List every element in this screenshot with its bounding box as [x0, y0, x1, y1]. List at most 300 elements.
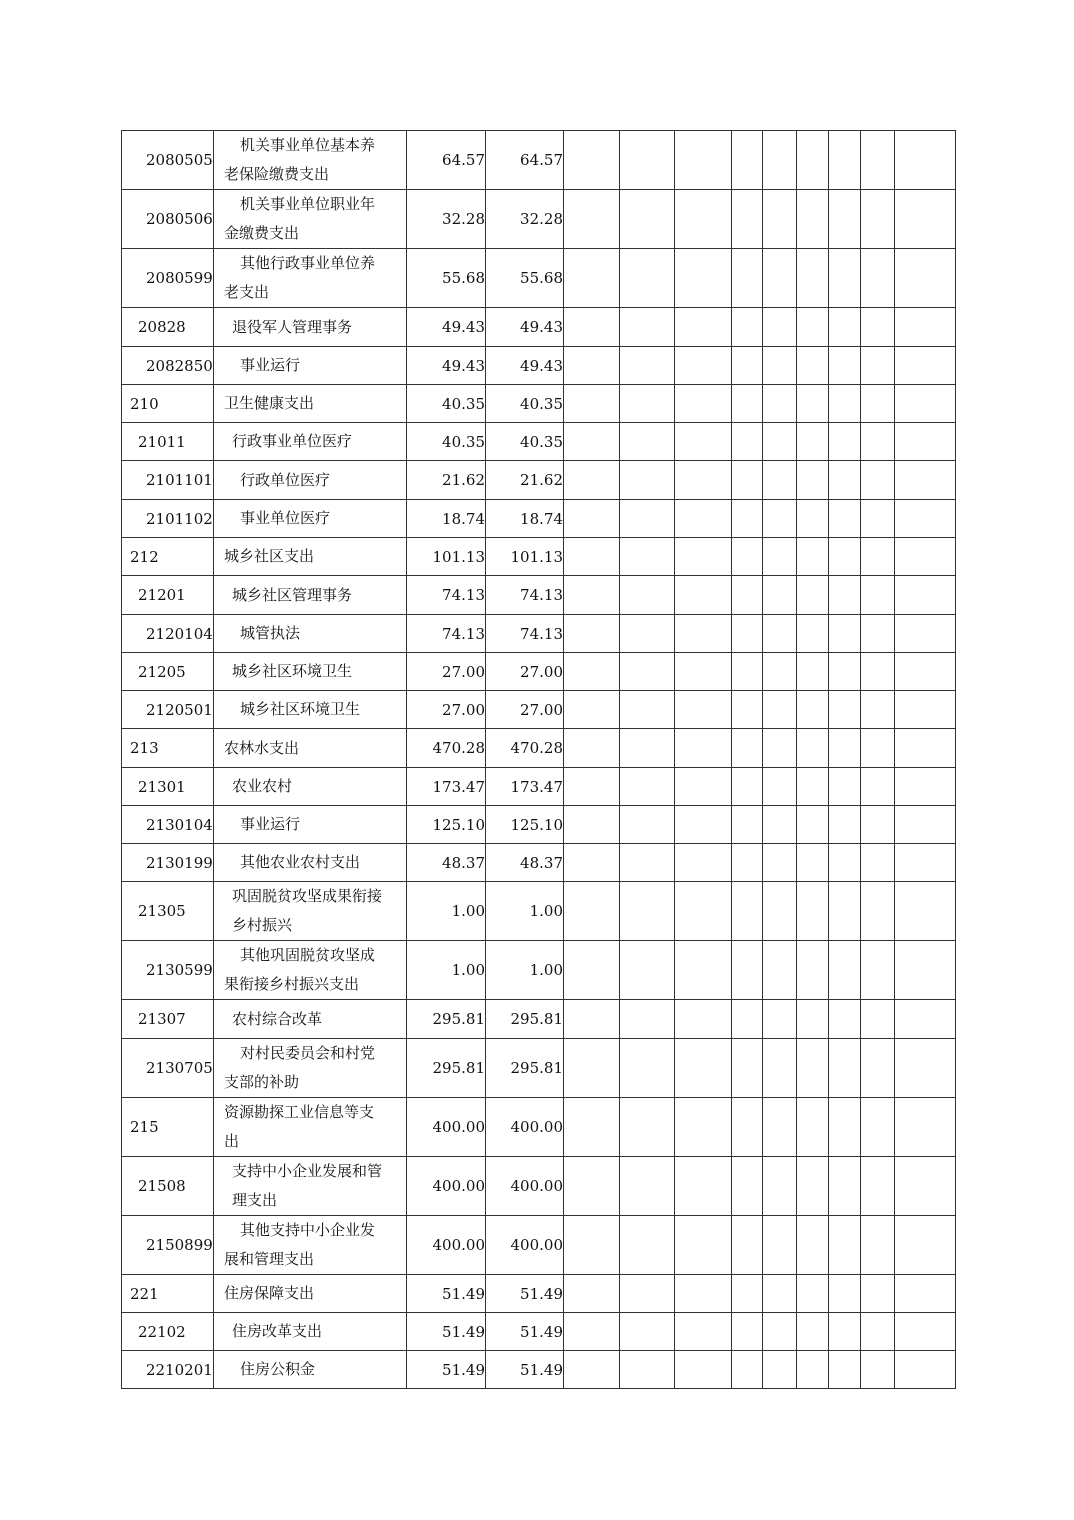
- empty-cell: [763, 653, 797, 691]
- total-amount-cell: 400.00: [407, 1157, 486, 1216]
- total-amount-cell: 40.35: [407, 385, 486, 423]
- empty-cell: [675, 615, 732, 653]
- empty-cell: [895, 190, 956, 249]
- general-budget-cell: 173.47: [486, 768, 564, 806]
- empty-cell: [895, 461, 956, 500]
- subject-name-cell: [214, 308, 407, 347]
- empty-cell: [732, 131, 763, 190]
- empty-cell: [829, 1039, 861, 1098]
- general-budget-cell: 51.49: [486, 1313, 564, 1351]
- empty-cell: [675, 538, 732, 576]
- empty-cell: [797, 653, 829, 691]
- empty-cell: [564, 576, 620, 615]
- empty-cell: [564, 190, 620, 249]
- empty-cell: [895, 385, 956, 423]
- general-budget-cell: 125.10: [486, 806, 564, 844]
- empty-cell: [763, 1157, 797, 1216]
- total-amount-cell: 55.68: [407, 249, 486, 308]
- empty-cell: [797, 308, 829, 347]
- subject-name-cell: [214, 653, 407, 691]
- empty-cell: [564, 615, 620, 653]
- empty-cell: [763, 461, 797, 500]
- subject-code-cell: 21205: [122, 653, 214, 691]
- empty-cell: [732, 347, 763, 385]
- empty-cell: [763, 347, 797, 385]
- empty-cell: [620, 1157, 675, 1216]
- subject-name-text: 卫生健康支出: [224, 394, 315, 412]
- empty-cell: [797, 729, 829, 768]
- subject-name-cell: [214, 1098, 407, 1157]
- table-row: [122, 768, 956, 806]
- empty-cell: [620, 941, 675, 1000]
- empty-cell: [620, 844, 675, 882]
- subject-code-cell: 2082850: [122, 347, 214, 385]
- empty-cell: [564, 461, 620, 500]
- empty-cell: [829, 1098, 861, 1157]
- general-budget-cell: 51.49: [486, 1351, 564, 1389]
- subject-name-line: 支持中小企业发展和管: [232, 1162, 383, 1180]
- empty-cell: [895, 500, 956, 538]
- subject-name-line: 其他行政事业单位养: [240, 254, 376, 272]
- empty-cell: [763, 423, 797, 461]
- empty-cell: [675, 806, 732, 844]
- empty-cell: [732, 538, 763, 576]
- general-budget-cell: 1.00: [486, 941, 564, 1000]
- empty-cell: [675, 1157, 732, 1216]
- general-budget-cell: 27.00: [486, 653, 564, 691]
- table-row: [122, 729, 956, 768]
- empty-cell: [895, 615, 956, 653]
- general-budget-cell: 27.00: [486, 691, 564, 729]
- total-amount-cell: 64.57: [407, 131, 486, 190]
- empty-cell: [861, 1000, 895, 1039]
- empty-cell: [895, 653, 956, 691]
- subject-code-cell: 21201: [122, 576, 214, 615]
- empty-cell: [797, 347, 829, 385]
- empty-cell: [675, 190, 732, 249]
- subject-code-cell: 210: [122, 385, 214, 423]
- table-row: [122, 461, 956, 500]
- empty-cell: [620, 1216, 675, 1275]
- empty-cell: [564, 308, 620, 347]
- subject-name-line: 乡村振兴: [232, 916, 293, 934]
- general-budget-cell: 74.13: [486, 615, 564, 653]
- subject-name-cell: [214, 249, 407, 308]
- empty-cell: [829, 131, 861, 190]
- empty-cell: [732, 615, 763, 653]
- empty-cell: [763, 576, 797, 615]
- empty-cell: [797, 500, 829, 538]
- total-amount-cell: 49.43: [407, 308, 486, 347]
- total-amount-cell: 32.28: [407, 190, 486, 249]
- empty-cell: [620, 653, 675, 691]
- empty-cell: [620, 1000, 675, 1039]
- empty-cell: [564, 1000, 620, 1039]
- empty-cell: [564, 653, 620, 691]
- empty-cell: [620, 461, 675, 500]
- empty-cell: [675, 1216, 732, 1275]
- subject-name-cell: [214, 882, 407, 941]
- empty-cell: [564, 500, 620, 538]
- empty-cell: [797, 190, 829, 249]
- total-amount-cell: 470.28: [407, 729, 486, 768]
- empty-cell: [732, 1216, 763, 1275]
- empty-cell: [564, 1313, 620, 1351]
- subject-name-line: 其他支持中小企业发: [240, 1221, 376, 1239]
- empty-cell: [861, 385, 895, 423]
- total-amount-cell: 400.00: [407, 1098, 486, 1157]
- general-budget-cell: 101.13: [486, 538, 564, 576]
- empty-cell: [829, 190, 861, 249]
- empty-cell: [797, 615, 829, 653]
- subject-name-cell: [214, 941, 407, 1000]
- subject-name-cell: [214, 538, 407, 576]
- empty-cell: [675, 1000, 732, 1039]
- total-amount-cell: 51.49: [407, 1351, 486, 1389]
- empty-cell: [675, 308, 732, 347]
- empty-cell: [829, 1313, 861, 1351]
- empty-cell: [620, 249, 675, 308]
- table-row: [122, 806, 956, 844]
- subject-code-cell: 212: [122, 538, 214, 576]
- empty-cell: [675, 691, 732, 729]
- subject-name-cell: [214, 768, 407, 806]
- empty-cell: [797, 844, 829, 882]
- empty-cell: [675, 1351, 732, 1389]
- table-row: [122, 1275, 956, 1313]
- empty-cell: [732, 249, 763, 308]
- table-row: [122, 1216, 956, 1275]
- total-amount-cell: 400.00: [407, 1216, 486, 1275]
- total-amount-cell: 18.74: [407, 500, 486, 538]
- table-row: [122, 1351, 956, 1389]
- table-row: [122, 882, 956, 941]
- empty-cell: [732, 1313, 763, 1351]
- empty-cell: [861, 347, 895, 385]
- empty-cell: [675, 882, 732, 941]
- empty-cell: [829, 1275, 861, 1313]
- total-amount-cell: 125.10: [407, 806, 486, 844]
- subject-name-line: 对村民委员会和村党: [240, 1044, 376, 1062]
- subject-name-cell: [214, 1216, 407, 1275]
- table-row: [122, 844, 956, 882]
- empty-cell: [797, 882, 829, 941]
- empty-cell: [895, 1157, 956, 1216]
- empty-cell: [829, 729, 861, 768]
- empty-cell: [732, 190, 763, 249]
- empty-cell: [861, 500, 895, 538]
- empty-cell: [620, 308, 675, 347]
- total-amount-cell: 1.00: [407, 941, 486, 1000]
- empty-cell: [564, 1216, 620, 1275]
- empty-cell: [797, 385, 829, 423]
- empty-cell: [895, 308, 956, 347]
- empty-cell: [829, 1157, 861, 1216]
- table-row: [122, 538, 956, 576]
- empty-cell: [797, 1000, 829, 1039]
- empty-cell: [564, 423, 620, 461]
- empty-cell: [620, 576, 675, 615]
- subject-code-cell: 213: [122, 729, 214, 768]
- total-amount-cell: 27.00: [407, 653, 486, 691]
- empty-cell: [861, 1351, 895, 1389]
- empty-cell: [829, 768, 861, 806]
- table-row: [122, 691, 956, 729]
- empty-cell: [861, 1313, 895, 1351]
- empty-cell: [861, 461, 895, 500]
- general-budget-cell: 48.37: [486, 844, 564, 882]
- subject-name-cell: [214, 1275, 407, 1313]
- general-budget-cell: 21.62: [486, 461, 564, 500]
- empty-cell: [797, 1039, 829, 1098]
- subject-code-cell: 21011: [122, 423, 214, 461]
- subject-name-cell: [214, 615, 407, 653]
- empty-cell: [797, 1216, 829, 1275]
- empty-cell: [797, 423, 829, 461]
- empty-cell: [797, 576, 829, 615]
- subject-code-cell: 221: [122, 1275, 214, 1313]
- empty-cell: [620, 729, 675, 768]
- empty-cell: [732, 882, 763, 941]
- empty-cell: [861, 576, 895, 615]
- empty-cell: [797, 941, 829, 1000]
- empty-cell: [620, 538, 675, 576]
- total-amount-cell: 51.49: [407, 1275, 486, 1313]
- subject-code-cell: 2080599: [122, 249, 214, 308]
- empty-cell: [732, 423, 763, 461]
- empty-cell: [895, 423, 956, 461]
- subject-name-cell: [214, 347, 407, 385]
- general-budget-cell: 49.43: [486, 308, 564, 347]
- empty-cell: [763, 500, 797, 538]
- empty-cell: [675, 347, 732, 385]
- empty-cell: [895, 1351, 956, 1389]
- subject-name-text: 退役军人管理事务: [232, 317, 353, 336]
- subject-code-cell: 2150899: [122, 1216, 214, 1275]
- empty-cell: [564, 941, 620, 1000]
- empty-cell: [675, 249, 732, 308]
- empty-cell: [797, 691, 829, 729]
- empty-cell: [763, 385, 797, 423]
- empty-cell: [861, 941, 895, 1000]
- empty-cell: [797, 1313, 829, 1351]
- empty-cell: [895, 941, 956, 1000]
- subject-name-text: 农村综合改革: [232, 1009, 323, 1028]
- subject-name-cell: [214, 806, 407, 844]
- empty-cell: [732, 941, 763, 1000]
- subject-code-cell: 22102: [122, 1313, 214, 1351]
- empty-cell: [732, 1000, 763, 1039]
- empty-cell: [829, 385, 861, 423]
- empty-cell: [797, 806, 829, 844]
- empty-cell: [861, 1216, 895, 1275]
- empty-cell: [861, 308, 895, 347]
- empty-cell: [763, 941, 797, 1000]
- empty-cell: [861, 729, 895, 768]
- empty-cell: [861, 653, 895, 691]
- subject-code-cell: 2120501: [122, 691, 214, 729]
- empty-cell: [797, 249, 829, 308]
- empty-cell: [620, 385, 675, 423]
- empty-cell: [895, 882, 956, 941]
- general-budget-cell: 1.00: [486, 882, 564, 941]
- empty-cell: [861, 538, 895, 576]
- empty-cell: [564, 844, 620, 882]
- empty-cell: [675, 500, 732, 538]
- empty-cell: [732, 1157, 763, 1216]
- general-budget-cell: 295.81: [486, 1039, 564, 1098]
- empty-cell: [895, 1098, 956, 1157]
- empty-cell: [797, 1275, 829, 1313]
- empty-cell: [675, 423, 732, 461]
- empty-cell: [564, 729, 620, 768]
- empty-cell: [620, 190, 675, 249]
- total-amount-cell: 101.13: [407, 538, 486, 576]
- table-row: [122, 615, 956, 653]
- subject-name-cell: [214, 844, 407, 882]
- empty-cell: [861, 1157, 895, 1216]
- empty-cell: [732, 1098, 763, 1157]
- empty-cell: [895, 249, 956, 308]
- empty-cell: [895, 1275, 956, 1313]
- empty-cell: [732, 576, 763, 615]
- empty-cell: [732, 1351, 763, 1389]
- table-row: [122, 308, 956, 347]
- subject-name-line: 机关事业单位基本养: [240, 136, 376, 154]
- empty-cell: [763, 806, 797, 844]
- empty-cell: [732, 500, 763, 538]
- subject-name-cell: [214, 190, 407, 249]
- empty-cell: [564, 249, 620, 308]
- subject-name-cell: [214, 691, 407, 729]
- subject-name-text: 事业运行: [240, 815, 301, 833]
- total-amount-cell: 49.43: [407, 347, 486, 385]
- table-row: [122, 131, 956, 190]
- empty-cell: [861, 615, 895, 653]
- subject-name-text: 城乡社区管理事务: [232, 585, 353, 604]
- table-row: [122, 653, 956, 691]
- empty-cell: [675, 385, 732, 423]
- total-amount-cell: 74.13: [407, 615, 486, 653]
- subject-name-line: 资源勘探工业信息等支: [224, 1103, 375, 1121]
- total-amount-cell: 173.47: [407, 768, 486, 806]
- empty-cell: [861, 806, 895, 844]
- empty-cell: [675, 653, 732, 691]
- subject-name-line: 老保险缴费支出: [224, 165, 330, 183]
- total-amount-cell: 295.81: [407, 1000, 486, 1039]
- empty-cell: [763, 882, 797, 941]
- table-row: [122, 385, 956, 423]
- empty-cell: [763, 615, 797, 653]
- total-amount-cell: 27.00: [407, 691, 486, 729]
- empty-cell: [829, 806, 861, 844]
- empty-cell: [895, 844, 956, 882]
- general-budget-cell: 400.00: [486, 1157, 564, 1216]
- empty-cell: [732, 806, 763, 844]
- empty-cell: [564, 385, 620, 423]
- subject-name-text: 其他农业农村支出: [240, 853, 361, 871]
- subject-name-text: 住房保障支出: [224, 1284, 315, 1302]
- general-budget-cell: 32.28: [486, 190, 564, 249]
- empty-cell: [861, 1098, 895, 1157]
- empty-cell: [861, 423, 895, 461]
- empty-cell: [829, 941, 861, 1000]
- subject-code-cell: 2130104: [122, 806, 214, 844]
- empty-cell: [895, 806, 956, 844]
- subject-code-cell: 20828: [122, 308, 214, 347]
- total-amount-cell: 51.49: [407, 1313, 486, 1351]
- empty-cell: [675, 1313, 732, 1351]
- total-amount-cell: 48.37: [407, 844, 486, 882]
- empty-cell: [564, 768, 620, 806]
- general-budget-cell: 40.35: [486, 423, 564, 461]
- empty-cell: [620, 1313, 675, 1351]
- empty-cell: [763, 249, 797, 308]
- subject-name-cell: [214, 1039, 407, 1098]
- empty-cell: [763, 538, 797, 576]
- empty-cell: [797, 461, 829, 500]
- general-budget-cell: 470.28: [486, 729, 564, 768]
- empty-cell: [829, 249, 861, 308]
- table-row: [122, 347, 956, 385]
- subject-name-line: 支部的补助: [224, 1073, 300, 1091]
- subject-code-cell: 21307: [122, 1000, 214, 1039]
- subject-code-cell: 21508: [122, 1157, 214, 1216]
- empty-cell: [620, 615, 675, 653]
- subject-name-text: 城管执法: [240, 624, 301, 642]
- empty-cell: [675, 1039, 732, 1098]
- empty-cell: [861, 131, 895, 190]
- empty-cell: [564, 1275, 620, 1313]
- empty-cell: [620, 1351, 675, 1389]
- subject-name-text: 农业农村: [232, 777, 293, 795]
- table-row: [122, 423, 956, 461]
- empty-cell: [829, 538, 861, 576]
- general-budget-cell: 400.00: [486, 1216, 564, 1275]
- empty-cell: [763, 1351, 797, 1389]
- subject-name-cell: [214, 1157, 407, 1216]
- subject-code-cell: 2080506: [122, 190, 214, 249]
- total-amount-cell: 40.35: [407, 423, 486, 461]
- empty-cell: [732, 1039, 763, 1098]
- empty-cell: [829, 1000, 861, 1039]
- empty-cell: [895, 691, 956, 729]
- subject-name-line: 金缴费支出: [224, 224, 300, 242]
- subject-name-cell: [214, 461, 407, 500]
- subject-name-text: 行政单位医疗: [240, 470, 331, 489]
- empty-cell: [620, 882, 675, 941]
- general-budget-cell: 18.74: [486, 500, 564, 538]
- subject-code-cell: 2101101: [122, 461, 214, 500]
- empty-cell: [732, 385, 763, 423]
- subject-name-text: 城乡社区支出: [224, 547, 315, 565]
- empty-cell: [763, 844, 797, 882]
- subject-code-cell: 21305: [122, 882, 214, 941]
- subject-name-line: 其他巩固脱贫攻坚成: [240, 946, 376, 964]
- subject-name-cell: [214, 729, 407, 768]
- subject-name-line: 展和管理支出: [224, 1250, 315, 1268]
- table-row: [122, 249, 956, 308]
- empty-cell: [763, 729, 797, 768]
- empty-cell: [895, 131, 956, 190]
- empty-cell: [763, 691, 797, 729]
- subject-code-cell: 2080505: [122, 131, 214, 190]
- table-row: [122, 941, 956, 1000]
- empty-cell: [797, 768, 829, 806]
- empty-cell: [675, 461, 732, 500]
- subject-name-line: 巩固脱贫攻坚成果衔接: [232, 887, 383, 905]
- total-amount-cell: 1.00: [407, 882, 486, 941]
